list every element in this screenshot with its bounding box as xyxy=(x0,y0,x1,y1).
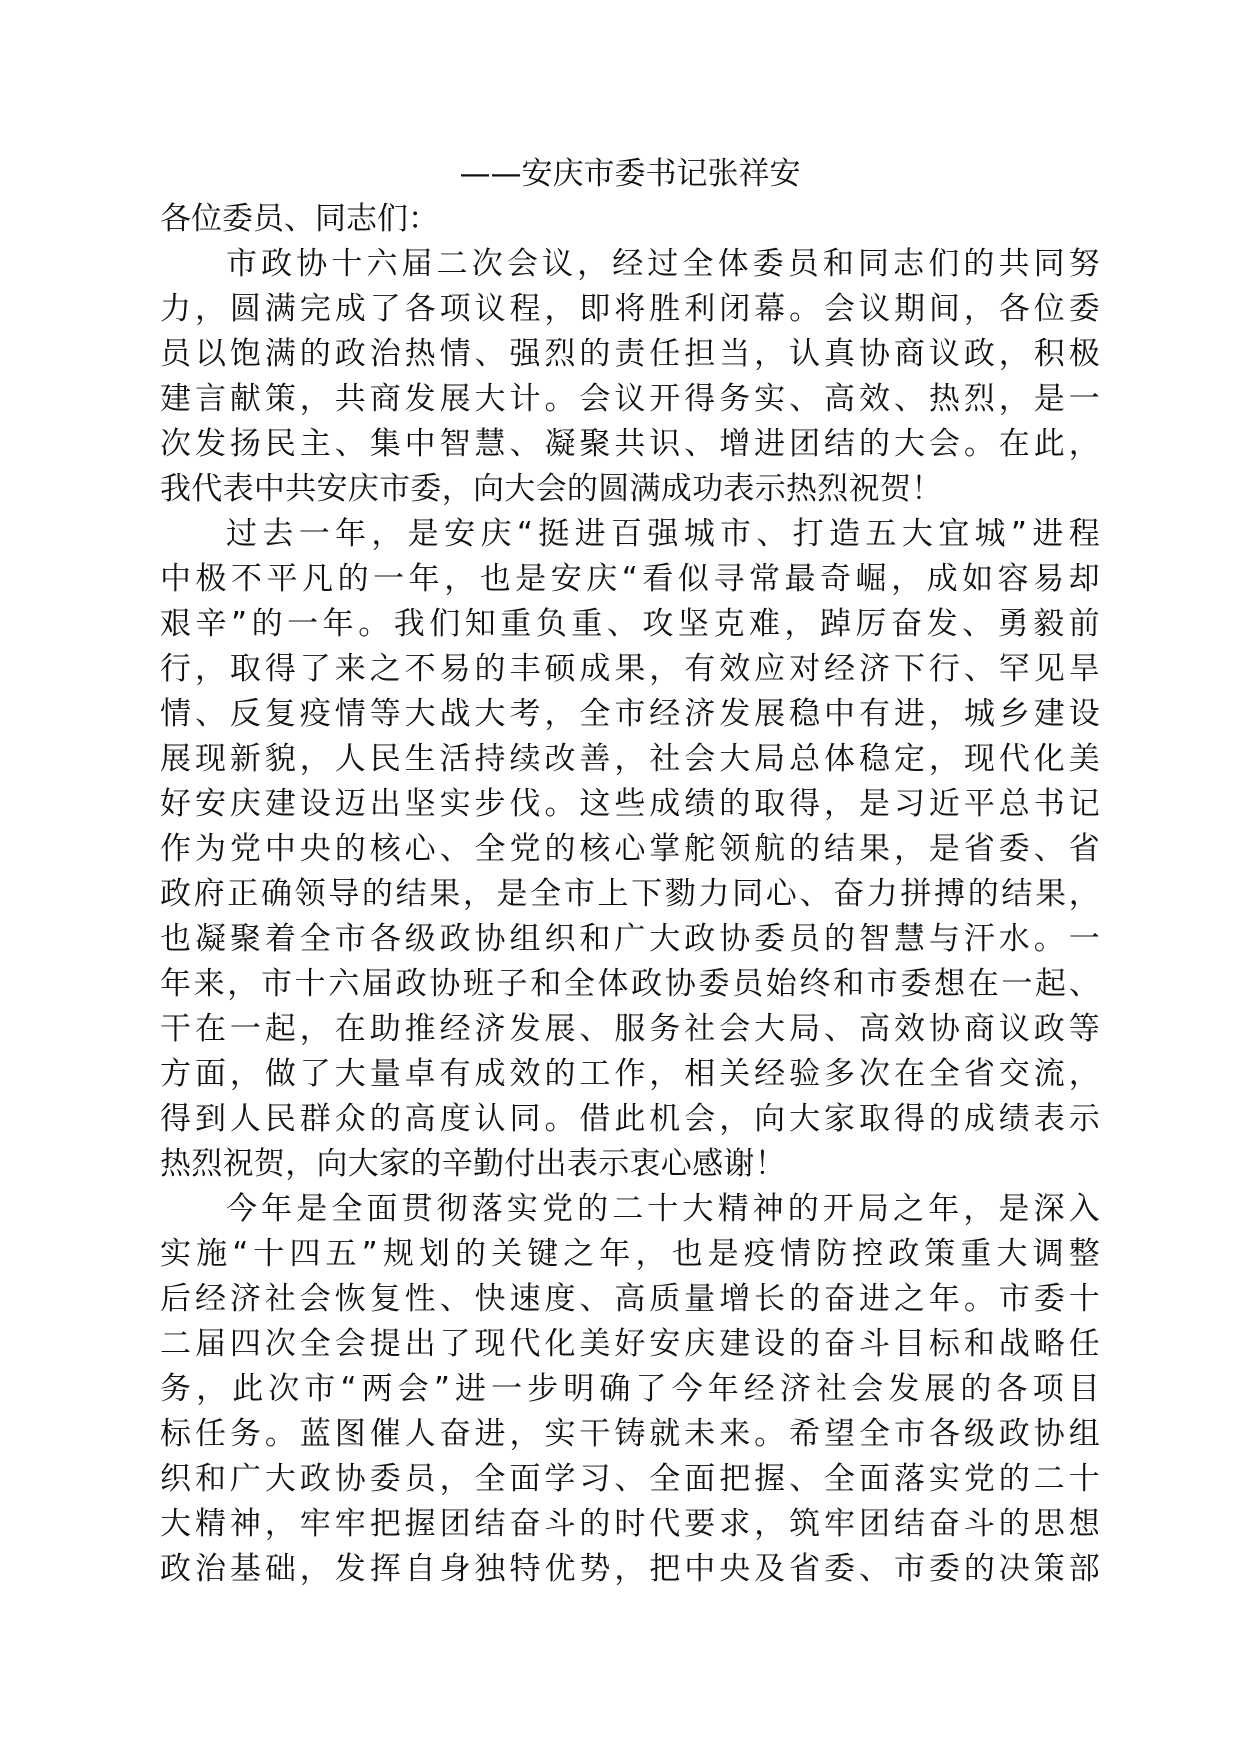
text-line: 实施“十四五”规划的关键之年，也是疫情防控政策重大调整 xyxy=(160,1236,1100,1272)
speech-paragraphs xyxy=(160,242,1100,1592)
text-line: 政府正确领导的结果，是全市上下勠力同心、奋力拼搏的结果， xyxy=(160,876,1100,912)
text-line: 方面，做了大量卓有成效的工作，相关经验多次在全省交流， xyxy=(160,1056,1100,1092)
text-line: 二届四次全会提出了现代化美好安庆建设的奋斗目标和战略任 xyxy=(160,1326,1100,1362)
text-line: 标任务。蓝图催人奋进，实干铸就未来。希望全市各级政协组 xyxy=(160,1416,1100,1452)
text-line: 员以饱满的政治热情、强烈的责任担当，认真协商议政，积极 xyxy=(160,336,1100,372)
text-line: 织和广大政协委员，全面学习、全面把握、全面落实党的二十 xyxy=(160,1461,1100,1497)
text-line: 次发扬民主、集中智慧、凝聚共识、增进团结的大会。在此， xyxy=(160,426,1100,462)
text-line: 作为党中央的核心、全党的核心掌舵领航的结果，是省委、省 xyxy=(160,831,1100,867)
text-line: 力，圆满完成了各项议程，即将胜利闭幕。会议期间，各位委 xyxy=(160,291,1100,327)
text-line: 行，取得了来之不易的丰硕成果，有效应对经济下行、罕见旱 xyxy=(160,651,1100,687)
text-line: 大精神，牢牢把握团结奋斗的时代要求，筑牢团结奋斗的思想 xyxy=(160,1506,1100,1542)
paragraph xyxy=(160,512,1100,1187)
text-line: 好安庆建设迈出坚实步伐。这些成绩的取得，是习近平总书记 xyxy=(160,786,1100,822)
text-line: 展现新貌，人民生活持续改善，社会大局总体稳定，现代化美 xyxy=(160,741,1100,777)
text-line: 市政协十六届二次会议，经过全体委员和同志们的共同努 xyxy=(226,246,1100,282)
text-line: 干在一起，在助推经济发展、服务社会大局、高效协商议政等 xyxy=(160,1011,1100,1047)
text-line: 年来，市十六届政协班子和全体政协委员始终和市委想在一起、 xyxy=(160,966,1100,1002)
text-line: 我代表中共安庆市委，向大会的圆满成功表示热烈祝贺！ xyxy=(160,471,943,507)
salutation: 各位委员、同志们： xyxy=(160,201,439,237)
text-line: 过去一年，是安庆“挺进百强城市、打造五大宜城”进程 xyxy=(226,516,1100,552)
text-line: 也凝聚着全市各级政协组织和广大政协委员的智慧与汗水。一 xyxy=(160,921,1100,957)
paragraph xyxy=(160,242,1100,512)
text-line: 艰辛”的一年。我们知重负重、攻坚克难，踔厉奋发、勇毅前 xyxy=(160,606,1100,642)
text-line: 中极不平凡的一年，也是安庆“看似寻常最奇崛，成如容易却 xyxy=(160,561,1100,597)
text-line: 情、反复疫情等大战大考，全市经济发展稳中有进，城乡建设 xyxy=(160,696,1100,732)
paragraph xyxy=(160,1187,1100,1592)
text-line: 今年是全面贯彻落实党的二十大精神的开局之年，是深入 xyxy=(226,1191,1100,1227)
text-line: 务，此次市“两会”进一步明确了今年经济社会发展的各项目 xyxy=(160,1371,1100,1407)
document-body xyxy=(160,152,1100,1592)
text-line: 建言献策，共商发展大计。会议开得务实、高效、热烈，是一 xyxy=(160,381,1100,417)
text-line: 得到人民群众的高度认同。借此机会，向大家取得的成绩表示 xyxy=(160,1101,1100,1137)
text-line: 后经济社会恢复性、快速度、高质量增长的奋进之年。市委十 xyxy=(160,1281,1100,1317)
text-line: 热烈祝贺，向大家的辛勤付出表示衷心感谢！ xyxy=(160,1146,786,1182)
text-line: 政治基础，发挥自身独特优势，把中央及省委、市委的决策部 xyxy=(160,1551,1100,1587)
speaker-byline: ——安庆市委书记张祥安 xyxy=(459,156,801,192)
